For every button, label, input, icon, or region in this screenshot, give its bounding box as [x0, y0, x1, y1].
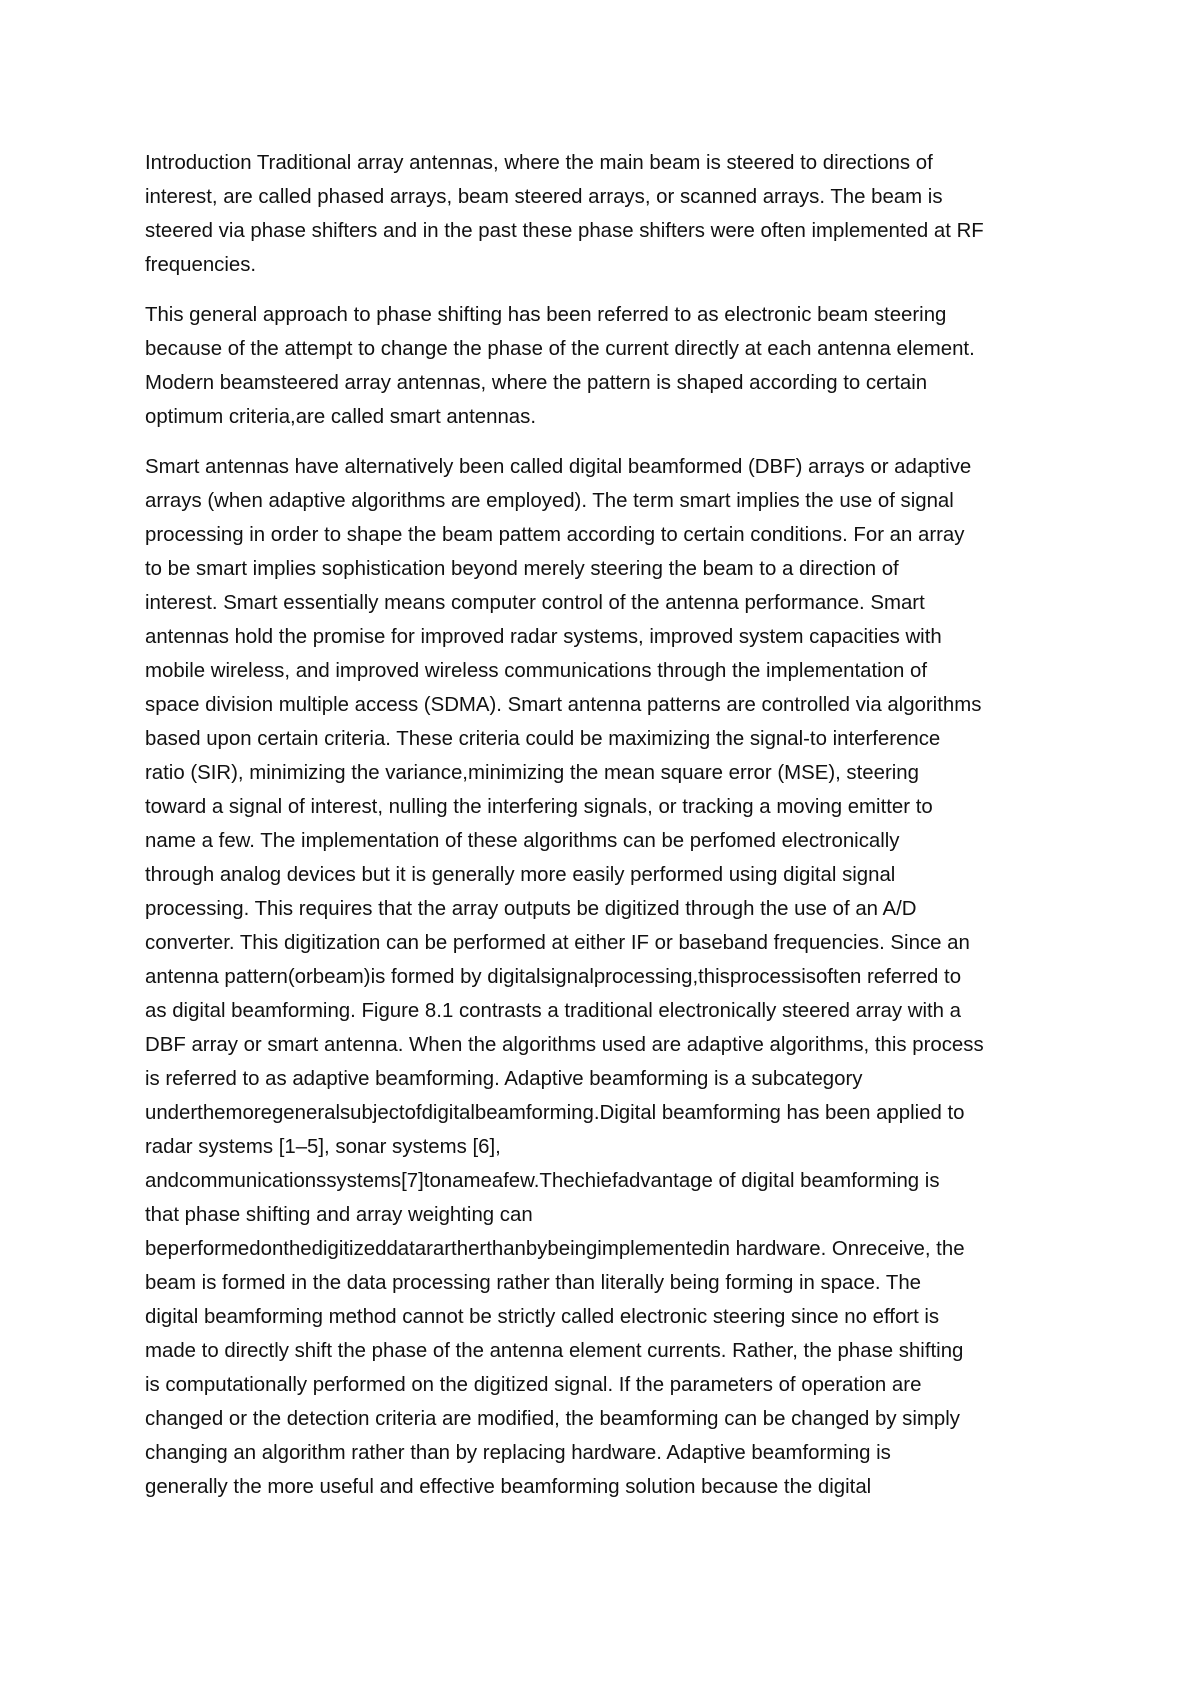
text-line: steered via phase shifters and in the past these phase shifters were often implemented at RF [145, 220, 984, 242]
text-line: to be smart implies sophistication beyond merely steering the beam to a direction of [145, 558, 899, 580]
text-line: underthemoregeneralsubjectofdigitalbeamforming.Digital beamforming has been applied to [145, 1102, 965, 1124]
text-line: name a few. The implementation of these algorithms can be perfomed electronically [145, 830, 900, 852]
text-line: antennas hold the promise for improved radar systems, improved system capacities with [145, 626, 942, 648]
text-line: converter. This digitization can be performed at either IF or baseband frequencies. Since an [145, 932, 970, 954]
text-line: generally the more useful and effective beamforming solution because the digital [145, 1476, 872, 1498]
document-body [145, 146, 1065, 1520]
text-line: interest. Smart essentially means computer control of the antenna performance. Smart [145, 592, 925, 614]
text-line: digital beamforming method cannot be strictly called electronic steering since no effort is [145, 1306, 940, 1328]
text-line: through analog devices but it is generally more easily performed using digital signal [145, 864, 896, 886]
text-line: ratio (SIR), minimizing the variance,minimizing the mean square error (MSE), steering [145, 762, 919, 784]
text-line: Introduction Traditional array antennas, where the main beam is steered to directions of [145, 152, 933, 174]
paragraph-smart-antennas [145, 450, 1065, 1504]
text-line: changed or the detection criteria are modified, the beamforming can be changed by simply [145, 1408, 960, 1430]
text-line: andcommunicationssystems[7]tonameafew.Thechiefadvantage of digital beamforming is [145, 1170, 940, 1192]
text-line: optimum criteria,are called smart antennas. [145, 406, 536, 428]
text-line: changing an algorithm rather than by replacing hardware. Adaptive beamforming is [145, 1442, 891, 1464]
text-line: because of the attempt to change the phase of the current directly at each antenna element. [145, 338, 975, 360]
text-line: toward a signal of interest, nulling the interfering signals, or tracking a moving emitter to [145, 796, 933, 818]
paragraph-phase-shifting [145, 298, 1065, 434]
text-line: based upon certain criteria. These criteria could be maximizing the signal-to interference [145, 728, 941, 750]
text-line: is referred to as adaptive beamforming. Adaptive beamforming is a subcategory [145, 1068, 863, 1090]
text-line: beam is formed in the data processing rather than literally being forming in space. The [145, 1272, 922, 1294]
text-line: antenna pattern(orbeam)is formed by digitalsignalprocessing,thisprocessisoften referred to [145, 966, 962, 988]
text-line: made to directly shift the phase of the antenna element currents. Rather, the phase shifting [145, 1340, 964, 1362]
text-line: processing in order to shape the beam pattem according to certain conditions. For an array [145, 524, 965, 546]
text-line: mobile wireless, and improved wireless communications through the implementation of [145, 660, 928, 682]
text-line: frequencies. [145, 254, 257, 276]
text-line: Smart antennas have alternatively been called digital beamformed (DBF) arrays or adaptive [145, 456, 972, 478]
text-line: DBF array or smart antenna. When the algorithms used are adaptive algorithms, this process [145, 1034, 984, 1056]
text-line: as digital beamforming. Figure 8.1 contrasts a traditional electronically steered array with a [145, 1000, 962, 1022]
text-line: radar systems [1–5], sonar systems [6], [145, 1136, 501, 1158]
text-line: that phase shifting and array weighting can [145, 1204, 533, 1226]
text-line: interest, are called phased arrays, beam steered arrays, or scanned arrays. The beam is [145, 186, 943, 208]
text-line: Modern beamsteered array antennas, where the pattern is shaped according to certain [145, 372, 928, 394]
text-line: space division multiple access (SDMA). Smart antenna patterns are controlled via algorithms [145, 694, 982, 716]
paragraph-intro [145, 146, 1065, 282]
text-line: beperformedonthedigitizeddatarartherthanbybeingimplementedin hardware. Onreceive, the [145, 1238, 965, 1260]
text-line: processing. This requires that the array outputs be digitized through the use of an A/D [145, 898, 917, 920]
text-line: This general approach to phase shifting has been referred to as electronic beam steering [145, 304, 947, 326]
text-line: arrays (when adaptive algorithms are employed). The term smart implies the use of signal [145, 490, 954, 512]
text-line: is computationally performed on the digitized signal. If the parameters of operation are [145, 1374, 922, 1396]
